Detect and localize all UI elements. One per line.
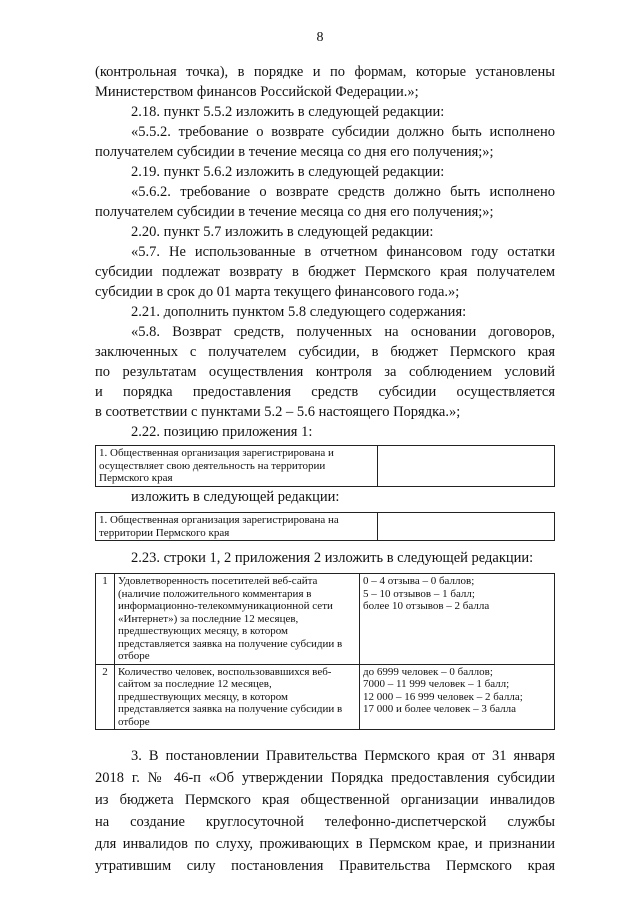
text-line: для инвалидов по слуху, проживающих в Пермском крае, и признании bbox=[95, 836, 555, 852]
text-line: субсидии подлежат возврату в бюджет Пермского края получателем bbox=[95, 264, 555, 280]
appendix2-rows-table bbox=[95, 573, 555, 730]
score-line: 17 000 и более человек – 3 балла bbox=[363, 703, 517, 715]
table-cell bbox=[378, 513, 555, 541]
row-number: 2 bbox=[96, 664, 115, 730]
paragraph-heading: 2.19. пункт 5.6.2 изложить в следующей редакции: bbox=[131, 164, 445, 180]
paragraph-heading: 2.20. пункт 5.7 изложить в следующей редакции: bbox=[131, 224, 434, 240]
table-cell: 1. Общественная организация зарегистрирована и осуществляет свою деятельность на территории Пермского края bbox=[96, 446, 378, 487]
table-row bbox=[96, 574, 555, 665]
score-line: более 10 отзывов – 2 балла bbox=[363, 600, 490, 612]
text-line: «5.6.2. требование о возврате средств должно быть исполнено bbox=[131, 184, 555, 200]
score-line: 0 – 4 отзыва – 0 баллов; bbox=[363, 575, 475, 587]
text-line: «5.5.2. требование о возврате субсидии должно быть исполнено bbox=[131, 124, 555, 140]
text-line: субсидии в срок до 01 марта текущего финансового года.»; bbox=[95, 284, 460, 300]
text-line: утратившим силу постановления Правительства Пермского края bbox=[95, 858, 555, 874]
table-cell: 1. Общественная организация зарегистрирована на территории Пермского края bbox=[96, 513, 378, 541]
paragraph-heading: 2.23. строки 1, 2 приложения 2 изложить в следующей редакции: bbox=[131, 550, 534, 566]
table-row bbox=[96, 664, 555, 730]
page-number: 8 bbox=[316, 30, 324, 45]
paragraph-heading: 2.21. дополнить пунктом 5.8 следующего содержания: bbox=[131, 304, 467, 320]
table-cell bbox=[378, 446, 555, 487]
text-line: Министерством финансов Российской Федерации.»; bbox=[95, 84, 419, 100]
text-line: «5.8. Возврат средств, полученных на основании договоров, bbox=[131, 324, 555, 340]
appendix1-old-table bbox=[95, 445, 555, 487]
score-line: до 6999 человек – 0 баллов; bbox=[363, 665, 493, 678]
text-line: из бюджета Пермского края общественной организации инвалидов bbox=[95, 792, 555, 808]
text-line: получателем субсидии в течение месяца со дня его получения;»; bbox=[95, 204, 494, 220]
text-line: по результатам осуществления контроля за соблюдением условий bbox=[95, 364, 555, 380]
criterion-cell: Количество человек, воспользовавшихся веб-сайтом за последние 12 месяцев, предшествующих месяцу, в котором представляется заявка на получение субсидии в отборе bbox=[115, 664, 360, 730]
criterion-cell: Удовлетворенность посетителей веб-сайта (наличие положительного комментария в информационно-телекоммуникационной сети «Интернет») за последние 12 месяцев, предшествующих месяцу, в котором представляется заявка на получение субсидии в отборе bbox=[115, 574, 360, 665]
text-line: на создание круглосуточной телефонно-диспетчерской службы bbox=[95, 814, 555, 830]
text-line: получателем субсидии в течение месяца со дня его получения;»; bbox=[95, 144, 494, 160]
paragraph-heading: 2.22. позицию приложения 1: bbox=[131, 424, 313, 440]
score-cell bbox=[360, 664, 555, 730]
text-line: в соответствии с пунктами 5.2 – 5.6 настоящего Порядка.»; bbox=[95, 404, 461, 420]
paragraph-heading: 2.18. пункт 5.5.2 изложить в следующей редакции: bbox=[131, 104, 445, 120]
text-line: (контрольная точка), в порядке и по формам, которые установлены bbox=[95, 64, 555, 80]
text-line: и порядка предоставления средств субсидии осуществляется bbox=[95, 384, 555, 400]
text-line: 3. В постановлении Правительства Пермского края от 31 января bbox=[131, 748, 555, 764]
text-line: 2018 г. № 46-п «Об утверждении Порядка предоставления субсидии bbox=[95, 770, 555, 786]
appendix1-new-table bbox=[95, 512, 555, 541]
text-line: «5.7. Не использованные в отчетном финансовом году остатки bbox=[131, 244, 555, 260]
score-line: 7000 – 11 999 человек – 1 балл; bbox=[363, 678, 510, 690]
row-number: 1 bbox=[96, 574, 115, 665]
score-cell bbox=[360, 574, 555, 665]
score-line: 5 – 10 отзывов – 1 балл; bbox=[363, 587, 475, 600]
score-line: 12 000 – 16 999 человек – 2 балла; bbox=[363, 690, 523, 703]
text-line: заключенных с получателем субсидии, в бюджет Пермского края bbox=[95, 344, 555, 360]
text-line: изложить в следующей редакции: bbox=[131, 489, 340, 505]
